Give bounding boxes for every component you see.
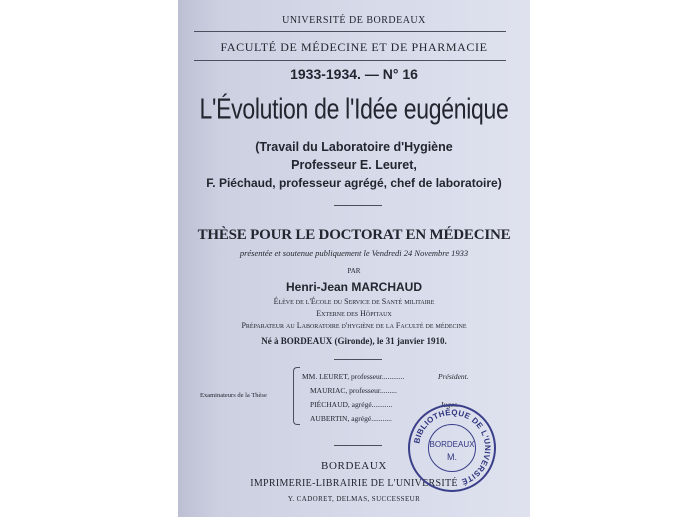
examiner-row: MAURIAC, professeur.........: [310, 386, 397, 395]
subtitle-line-2: Professeur E. Leuret,: [291, 158, 417, 172]
examiner-row: MM. LEURET, professeur............: [302, 372, 405, 381]
par-label: PAR: [347, 267, 361, 275]
publisher-successor: Y. CADORET, DELMAS, SUCCESSEUR: [287, 495, 421, 503]
author-line-2: Externe des Hôpitaux: [316, 309, 392, 318]
thesis-title: L'Évolution de l'Idée eugénique: [199, 92, 509, 125]
author-birth: Né à BORDEAUX (Gironde), le 31 janvier 1910.: [261, 336, 447, 346]
examiner-row: PIÉCHAUD, agrégé...........: [310, 400, 393, 409]
stamp-city: BORDEAUX: [429, 440, 475, 449]
university-name: UNIVERSITÉ DE BORDEAUX: [282, 15, 426, 26]
examiner-role-judges: Juges.: [440, 400, 459, 409]
library-stamp: [408, 404, 496, 492]
presented-date: présentée et soutenue publiquement le Vendredi 24 Novembre 1933: [239, 248, 469, 258]
thesis-heading: THÈSE POUR LE DOCTORAT EN MÉDECINE: [197, 227, 511, 243]
author-name: Henri-Jean MARCHAUD: [285, 280, 422, 294]
examiners-brace: [293, 367, 300, 425]
publisher-city: BORDEAUX: [321, 460, 387, 472]
subtitle-line-1: (Travail du Laboratoire d'Hygiène: [255, 140, 453, 154]
examiners-divider: [334, 359, 382, 360]
examiner-row: AUBERTIN, agrégé...........: [310, 414, 392, 423]
thesis-title-page: [178, 0, 530, 517]
examiners-label: Examinateurs de la Thèse: [200, 392, 267, 399]
subtitle-line-3: F. Piéchaud, professeur agrégé, chef de laboratoire): [206, 176, 502, 190]
author-line-1: Élève de l'École du Service de Santé militaire: [273, 297, 435, 306]
year-and-number: 1933-1934. — N° 16: [290, 66, 418, 82]
author-line-3: Préparateur au Laboratoire d'hygiène de la Faculté de médecine: [241, 321, 467, 330]
svg-text:BIBLIOTHÈQUE DE L'UNIVERSITÉ: BIBLIOTHÈQUE DE L'UNIVERSITÉ: [412, 407, 493, 487]
stamp-letter: M.: [447, 452, 457, 462]
section-divider: [334, 205, 382, 206]
examiner-role-president: Président.: [438, 372, 469, 381]
header-rule-bottom: [194, 60, 506, 61]
header-rule-top: [194, 31, 506, 32]
faculty-name: FACULTÉ DE MÉDECINE ET DE PHARMACIE: [220, 40, 488, 54]
footer-divider: [334, 445, 382, 446]
publisher-name: IMPRIMERIE-LIBRAIRIE DE L'UNIVERSITÉ: [250, 478, 458, 489]
